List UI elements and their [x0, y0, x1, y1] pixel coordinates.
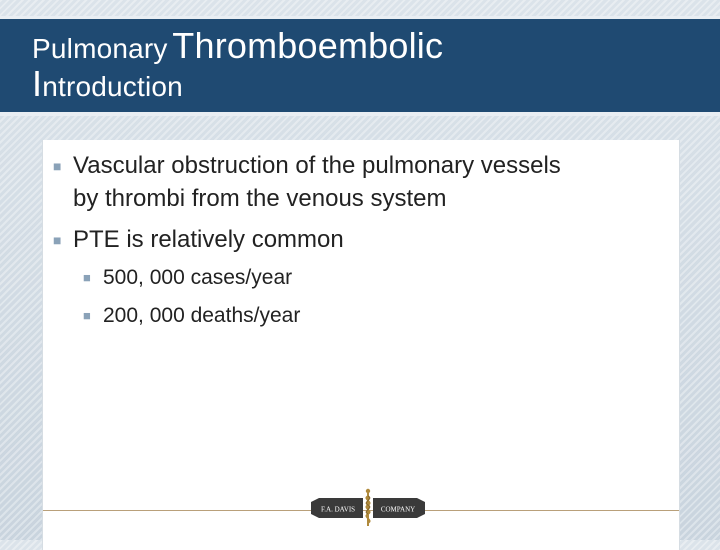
- slide-title-line-2: [32, 63, 183, 105]
- title-word-thromboembolic: Thromboembolic: [172, 25, 444, 66]
- caduceus-icon: [366, 489, 370, 526]
- sub-bullet-text: 200, 000 deaths/year: [103, 304, 301, 327]
- title-word-pulmonary: Pulmonary: [32, 33, 168, 64]
- bullet-text-line: PTE is relatively common: [73, 226, 344, 253]
- bullet-text-line: Vascular obstruction of the pulmonary vessels: [73, 152, 561, 179]
- logo-right-text: COMPANY: [380, 505, 416, 514]
- sub-bullet-text: 500, 000 cases/year: [103, 266, 293, 289]
- title-first-letter: I: [32, 63, 43, 104]
- square-bullet-icon: ■: [83, 308, 91, 323]
- slide-title-line-1: [32, 25, 443, 67]
- publisher-logo: [311, 488, 425, 528]
- bullet-text-line: by thrombi from the venous system: [73, 185, 447, 212]
- square-bullet-icon: ■: [53, 158, 62, 174]
- square-bullet-icon: ■: [83, 270, 91, 285]
- title-band: [0, 16, 720, 116]
- square-bullet-icon: ■: [53, 232, 62, 248]
- title-word-introduction: ntroduction: [42, 71, 183, 102]
- logo-left-text: F.A. DAVIS: [320, 505, 356, 514]
- content-panel: [42, 140, 680, 550]
